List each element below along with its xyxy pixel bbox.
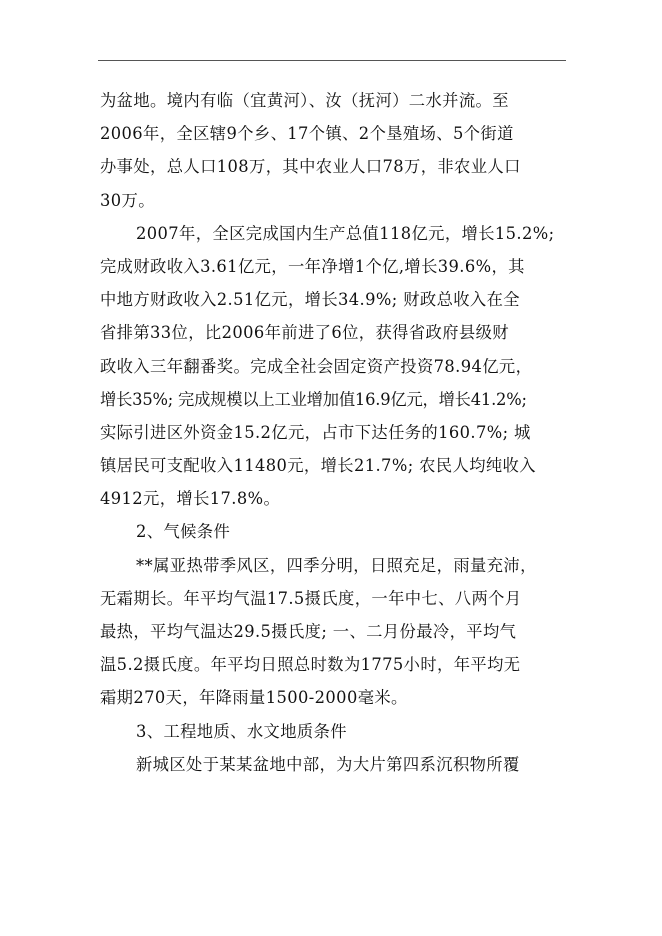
paragraph-first-line: 新城区处于某某盆地中部，为大片第四系沉积物所覆	[136, 754, 520, 774]
text-line: 实际引进区外资金15.2亿元，占市下达任务的160.7%; 城	[100, 422, 531, 442]
text-line: 2006年，全区辖9个乡、17个镇、2个垦殖场、5个街道	[100, 124, 514, 144]
header-rule	[98, 60, 566, 61]
text-line: 4912元，增长17.8%。	[100, 489, 281, 509]
text-line: 办事处，总人口108万，其中农业人口78万，非农业人口	[100, 157, 521, 177]
section-heading: 2、气候条件	[136, 522, 231, 542]
paragraph-first-line: **属亚热带季风区，四季分明，日照充足，雨量充沛，	[136, 555, 537, 575]
text-line: 无霜期长。年平均气温17.5摄氏度，一年中七、八两个月	[100, 588, 522, 608]
text-line: 最热，平均气温达29.5摄氏度; 一、二月份最冷，平均气	[100, 622, 517, 641]
document-body	[100, 84, 580, 781]
text-line: 省排第33位，比2006年前进了6位，获得省政府县级财	[100, 323, 509, 343]
text-line: 完成财政收入3.61亿元，一年净增1个亿,增长39.6%，其	[100, 256, 525, 276]
text-line: 为盆地。境内有临（宜黄河）、汝（抚河）二水并流。至	[100, 91, 509, 110]
text-line: 中地方财政收入2.51亿元，增长34.9%; 财政总收入在全	[100, 290, 520, 310]
text-line: 政收入三年翻番奖。完成全社会固定资产投资78.94亿元，	[100, 356, 533, 376]
paragraph-first-line: 2007年，全区完成国内生产总值118亿元，增长15.2%;	[136, 223, 555, 243]
text-line: 温5.2摄氏度。年平均日照总时数为1775小时，年平均无	[100, 655, 521, 675]
section-heading: 3、工程地质、水文地质条件	[136, 721, 347, 741]
text-line: 增长35%; 完成规模以上工业增加值16.9亿元，增长41.2%;	[100, 389, 527, 409]
text-line: 霜期270天，年降雨量1500-2000毫米。	[100, 688, 408, 708]
text-line: 镇居民可支配收入11480元，增长21.7%; 农民人均纯收入	[100, 456, 536, 476]
text-line: 30万。	[100, 190, 155, 210]
